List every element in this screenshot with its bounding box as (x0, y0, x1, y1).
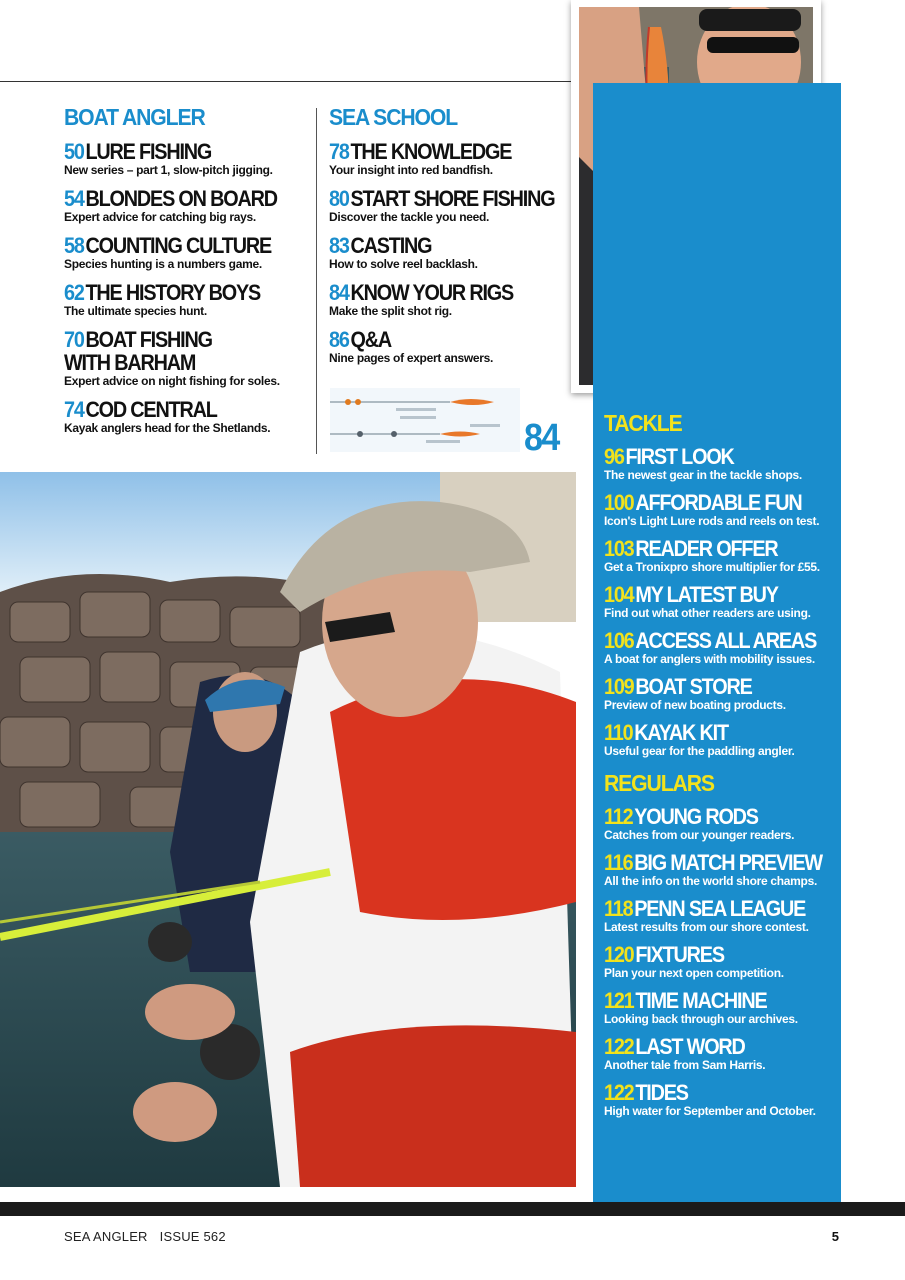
page-number: 122 (604, 1080, 634, 1105)
entry-title: AFFORDABLE FUN (635, 490, 802, 515)
page-number: 121 (604, 988, 634, 1013)
page-number: 74 (64, 397, 84, 422)
entry-description: Discover the tackle you need. (329, 210, 490, 224)
page-number: 103 (604, 536, 634, 561)
page-number: 100 (604, 490, 634, 515)
entry-title: BIG MATCH PREVIEW (634, 850, 822, 875)
entry-title: LURE FISHING (85, 139, 212, 164)
entry-description: Species hunting is a numbers game. (64, 257, 262, 271)
entry-title: BLONDES ON BOARD (85, 186, 277, 211)
entry-title: FIRST LOOK (625, 444, 734, 469)
page-number: 104 (604, 582, 634, 607)
entry-description: Looking back through our archives. (604, 1012, 798, 1026)
contents-entry[interactable] (604, 445, 836, 482)
page-number: 58 (64, 233, 84, 258)
magazine-name: SEA ANGLER (64, 1229, 148, 1244)
contents-entry[interactable] (604, 851, 836, 888)
entry-title: TIME MACHINE (635, 988, 767, 1013)
contents-entry[interactable] (329, 281, 569, 318)
entry-description: Catches from our younger readers. (604, 828, 795, 842)
page-number: 109 (604, 674, 634, 699)
entry-description: High water for September and October. (604, 1104, 816, 1118)
contents-entry[interactable] (604, 721, 836, 758)
contents-entry[interactable] (604, 675, 836, 712)
contents-entry[interactable] (64, 328, 314, 388)
contents-entry[interactable] (329, 187, 569, 224)
entry-title-line2: WITH BARHAM (64, 350, 196, 375)
entry-description: Get a Tronixpro shore multiplier for £55. (604, 560, 820, 574)
entry-description: Icon's Light Lure rods and reels on test. (604, 514, 820, 528)
contents-entry[interactable] (604, 943, 836, 980)
sea-school-section (329, 104, 569, 365)
contents-entry[interactable] (64, 140, 314, 177)
entry-title: BOAT STORE (635, 674, 752, 699)
page-number: 62 (64, 280, 84, 305)
page-number: 54 (64, 186, 84, 211)
entry-title: KAYAK KIT (634, 720, 728, 745)
entry-title: THE KNOWLEDGE (350, 139, 512, 164)
section-heading: SEA SCHOOL (329, 104, 458, 130)
page-number: 96 (604, 444, 624, 469)
page-number: 70 (64, 327, 84, 352)
main-fishing-photo (0, 472, 576, 1187)
page-number: 116 (604, 850, 633, 875)
entry-description: Latest results from our shore contest. (604, 920, 809, 934)
entry-title: Q&A (350, 327, 391, 352)
entry-title: YOUNG RODS (634, 804, 758, 829)
issue-number: ISSUE 562 (159, 1229, 226, 1244)
contents-entry[interactable] (604, 537, 836, 574)
contents-entry[interactable] (604, 583, 836, 620)
entry-description: New series – part 1, slow-pitch jigging. (64, 163, 273, 177)
entry-description: All the info on the world shore champs. (604, 874, 817, 888)
page-number: 80 (329, 186, 349, 211)
entry-description: The ultimate species hunt. (64, 304, 207, 318)
contents-entry[interactable] (64, 281, 314, 318)
contents-entry[interactable] (604, 1081, 836, 1118)
contents-entry[interactable] (604, 491, 836, 528)
entry-title: PENN SEA LEAGUE (634, 896, 806, 921)
section-heading: REGULARS (604, 770, 714, 796)
entry-description: Expert advice for catching big rays. (64, 210, 256, 224)
page-number: 122 (604, 1034, 634, 1059)
column-divider (316, 108, 317, 454)
rig-diagram-image (330, 388, 520, 452)
entry-description: Useful gear for the paddling angler. (604, 744, 795, 758)
page-number: 50 (64, 139, 84, 164)
page-number: 86 (329, 327, 349, 352)
entry-description: Make the split shot rig. (329, 304, 452, 318)
page-number: 118 (604, 896, 633, 921)
section-heading: TACKLE (604, 410, 682, 436)
entry-title: ACCESS ALL AREAS (635, 628, 817, 653)
contents-entry[interactable] (329, 234, 569, 271)
entry-title: THE HISTORY BOYS (85, 280, 261, 305)
entry-description: Preview of new boating products. (604, 698, 786, 712)
bottom-bar (0, 1202, 905, 1216)
entry-description: The newest gear in the tackle shops. (604, 468, 802, 482)
page-number: 106 (604, 628, 634, 653)
entry-description: Kayak anglers head for the Shetlands. (64, 421, 271, 435)
contents-entry[interactable] (64, 187, 314, 224)
page-number: 120 (604, 942, 634, 967)
section-heading: BOAT ANGLER (64, 104, 205, 130)
page-number: 110 (604, 720, 633, 745)
contents-entry[interactable] (64, 398, 314, 435)
entry-description: A boat for anglers with mobility issues. (604, 652, 815, 666)
top-rule (0, 81, 572, 82)
page-number: 83 (329, 233, 349, 258)
entry-title: FIXTURES (635, 942, 724, 967)
contents-entry[interactable] (64, 234, 314, 271)
entry-description: Another tale from Sam Harris. (604, 1058, 766, 1072)
entry-description: Expert advice on night fishing for soles. (64, 374, 280, 388)
tackle-regulars-section (604, 410, 836, 1118)
contents-entry[interactable] (329, 140, 569, 177)
page-number: 112 (604, 804, 633, 829)
entry-title: TIDES (635, 1080, 688, 1105)
entry-description: Plan your next open competition. (604, 966, 784, 980)
entry-title: START SHORE FISHING (350, 186, 555, 211)
entry-description: Nine pages of expert answers. (329, 351, 494, 365)
entry-title: CASTING (350, 233, 432, 258)
entry-title: KNOW YOUR RIGS (350, 280, 514, 305)
boat-angler-section (64, 104, 314, 435)
entry-title: COUNTING CULTURE (85, 233, 271, 258)
running-footer (64, 1229, 238, 1244)
contents-entry[interactable] (604, 897, 836, 934)
page-number: 84 (329, 280, 349, 305)
entry-description: Your insight into red bandfish. (329, 163, 493, 177)
page-number-footer: 5 (831, 1229, 839, 1244)
contents-entry[interactable] (604, 989, 836, 1026)
entry-title: BOAT FISHING (85, 327, 212, 352)
contents-entry[interactable] (604, 805, 836, 842)
rig-page-number: 84 (524, 417, 559, 459)
entry-title: LAST WORD (635, 1034, 745, 1059)
entry-title: READER OFFER (635, 536, 778, 561)
entry-description: How to solve reel backlash. (329, 257, 478, 271)
contents-entry[interactable] (604, 1035, 836, 1072)
contents-entry[interactable] (329, 328, 569, 365)
entry-title: COD CENTRAL (85, 397, 217, 422)
entry-description: Find out what other readers are using. (604, 606, 811, 620)
entry-title: MY LATEST BUY (635, 582, 778, 607)
contents-entry[interactable] (604, 629, 836, 666)
page-number: 78 (329, 139, 349, 164)
